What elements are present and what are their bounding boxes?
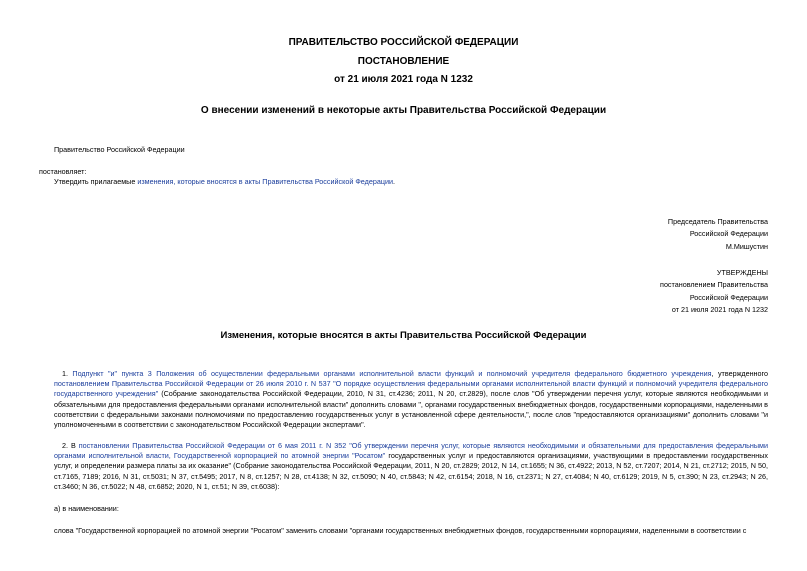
- signature-line-1: Председатель Правительства: [667, 217, 768, 226]
- document-type: ПОСТАНОВЛЕНИЕ: [357, 56, 450, 67]
- signature-line-3: М.Мишустин: [725, 241, 768, 251]
- approve-link[interactable]: изменения, которые вносятся в акты Правительства Российской Федерации: [137, 177, 393, 186]
- approved-line-4: от 21 июля 2021 года N 1232: [671, 304, 768, 314]
- signature-block: [668, 216, 768, 253]
- item-1-paragraph: [54, 369, 768, 430]
- document-date-number: от 21 июля 2021 года N 1232: [334, 74, 473, 85]
- approved-line-1: УТВЕРЖДЕНЫ: [716, 268, 768, 277]
- approved-line-3: Российской Федерации: [689, 292, 768, 302]
- government-subject: Правительство Российской Федерации: [54, 145, 185, 154]
- item-2-link-decree[interactable]: постановлении Правительства Российской Федерации от 6 мая 2011 г. N 352 "Об утверждении перечня услуг, которые являются необходимыми и обязательными для предоставления федеральными органами исполнительной власти, Государственной корпорацией по атомной энергии "Росатом": [54, 441, 768, 461]
- approved-block: [660, 267, 768, 316]
- document-title: О внесении изменений в некоторые акты Правительства Российской Федерации: [200, 105, 607, 116]
- item-1-text-1: , утвержденного: [711, 369, 768, 378]
- item-1-text-2: (Собрание законодательства Российской Федерации, 2010, N 31, ст.4236; 2011, N 20, ст.2829), после слов "Об утверждении перечня услуг, которые являются необходимыми и обязательными для предоставления федеральными органами исполнительной власти" дополнить словами ", органами государственных внебюджетных фондов, государственными корпорациями, наделенными в соответствии с федеральными законами полномочиями по предоставлению государственных услуг в установленной сфере деятельности,", после слов "предоставляются организациями" дополнить словами "и уполномоченными в соответствии с законодательством Российской Федерации экспертами".: [54, 389, 768, 430]
- last-line: слова "Государственной корпорацией по атомной энергии "Росатом" заменить словами "органами государственных внебюджетных фондов, государственными корпорациями, наделенными в соответствии с: [54, 526, 747, 535]
- subpoint-a: а) в наименовании:: [54, 504, 119, 513]
- item-1-link-subpoint[interactable]: Подпункт "и" пункта 3 Положения об осуществлении федеральными органами исполнительной власти функций и полномочий учредителя федерального бюджетного учреждения: [72, 369, 712, 378]
- approved-line-2: постановлением Правительства: [660, 280, 768, 290]
- item-2-text-1: государственных услуг и предоставляются организациями, участвующими в предоставлении государственных услуг, и определении размера платы за их оказание" (Собрание законодательства Российской Федерации, 2011, N 20, ст.2829; 2012, N 14, ст.1655; N 36, ст.4922; 2013, N 52, ст.7207; 2014, N 21, ст.2712; 2015, N 50, ст.7165, 7189; 2016, N 31, ст.5031; N 37, ст.5495; 2017, N 8, ст.1257; N 28, ст.4138; N 32, ст.5090; N 40, ст.5843; N 42, ст.6154; 2018, N 16, ст.2371; N 27, ст.4084; N 40, ст.6129; 2019, N 5, ст.390; N 23, ст.2943; N 26, ст.3460; N 36, ст.5022; N 48, ст.6852; 2020, N 1, ст.51; N 39, ст.6038):: [54, 451, 768, 491]
- approve-suffix: .: [392, 177, 395, 186]
- approve-prefix: Утвердить прилагаемые: [54, 177, 138, 186]
- approve-paragraph: [54, 177, 395, 187]
- item-2-paragraph: [54, 441, 768, 492]
- item-1-link-decree[interactable]: постановлением Правительства Российской Федерации от 26 июля 2010 г. N 537 "О порядке осуществления федеральными органами исполнительной власти функций и полномочий учредителя федерального государственного учреждения": [54, 379, 768, 399]
- changes-title: Изменения, которые вносятся в акты Правительства Российской Федерации: [220, 330, 587, 341]
- signature-line-2: Российской Федерации: [689, 229, 768, 239]
- government-heading: ПРАВИТЕЛЬСТВО РОССИЙСКОЙ ФЕДЕРАЦИИ: [288, 37, 519, 48]
- item-1-number: 1.: [62, 369, 73, 378]
- decrees-word: постановляет:: [39, 167, 87, 176]
- item-2-number: 2. В: [62, 441, 79, 450]
